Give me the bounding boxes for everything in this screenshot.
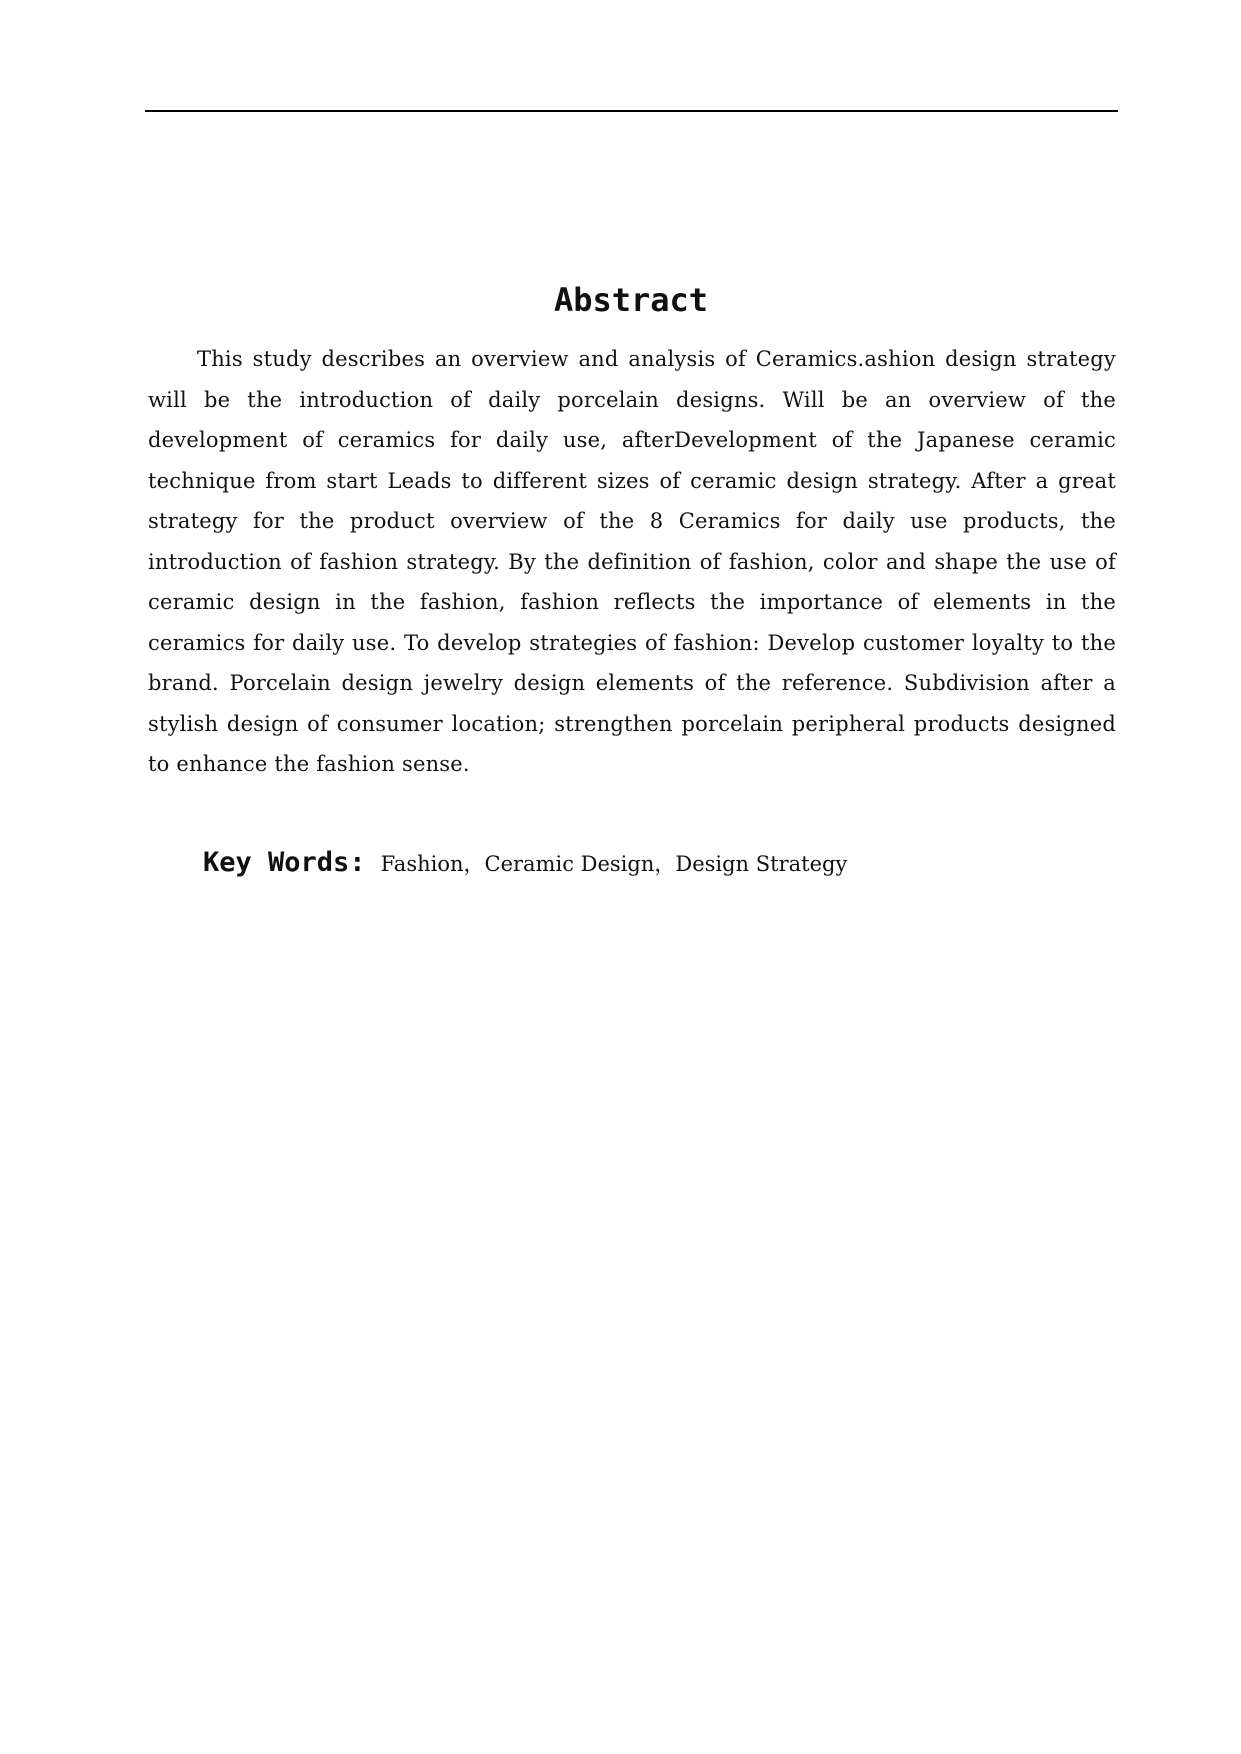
header-rule — [145, 110, 1118, 112]
abstract-title: Abstract — [553, 281, 709, 319]
abstract-body: This study describes an overview and analysis of Ceramics.ashion design strategy will be the introduction of daily porcelain designs. Will be an overview of the development of ceramics for daily use, afterDevelopment of the Japanese ceramic technique from start Leads to different sizes of ceramic design strategy. After a great strategy for the product overview of the 8 Ceramics for daily use products, the introduction of fashion strategy. By the definition of fashion, color and shape the use of ceramic design in the fashion, fashion reflects the importance of elements in the ceramics for daily use. To develop strategies of fashion: Develop customer loyalty to the brand. Porcelain design jewelry design elements of the reference. Subdivision after a stylish design of consumer location; strengthen porcelain peripheral products designed to enhance the fashion sense. — [148, 347, 1116, 776]
keywords-label: Key Words: — [203, 847, 366, 878]
keywords-line — [203, 843, 1103, 884]
keywords-value: Fashion，Ceramic Design，Design Strategy — [380, 852, 848, 876]
